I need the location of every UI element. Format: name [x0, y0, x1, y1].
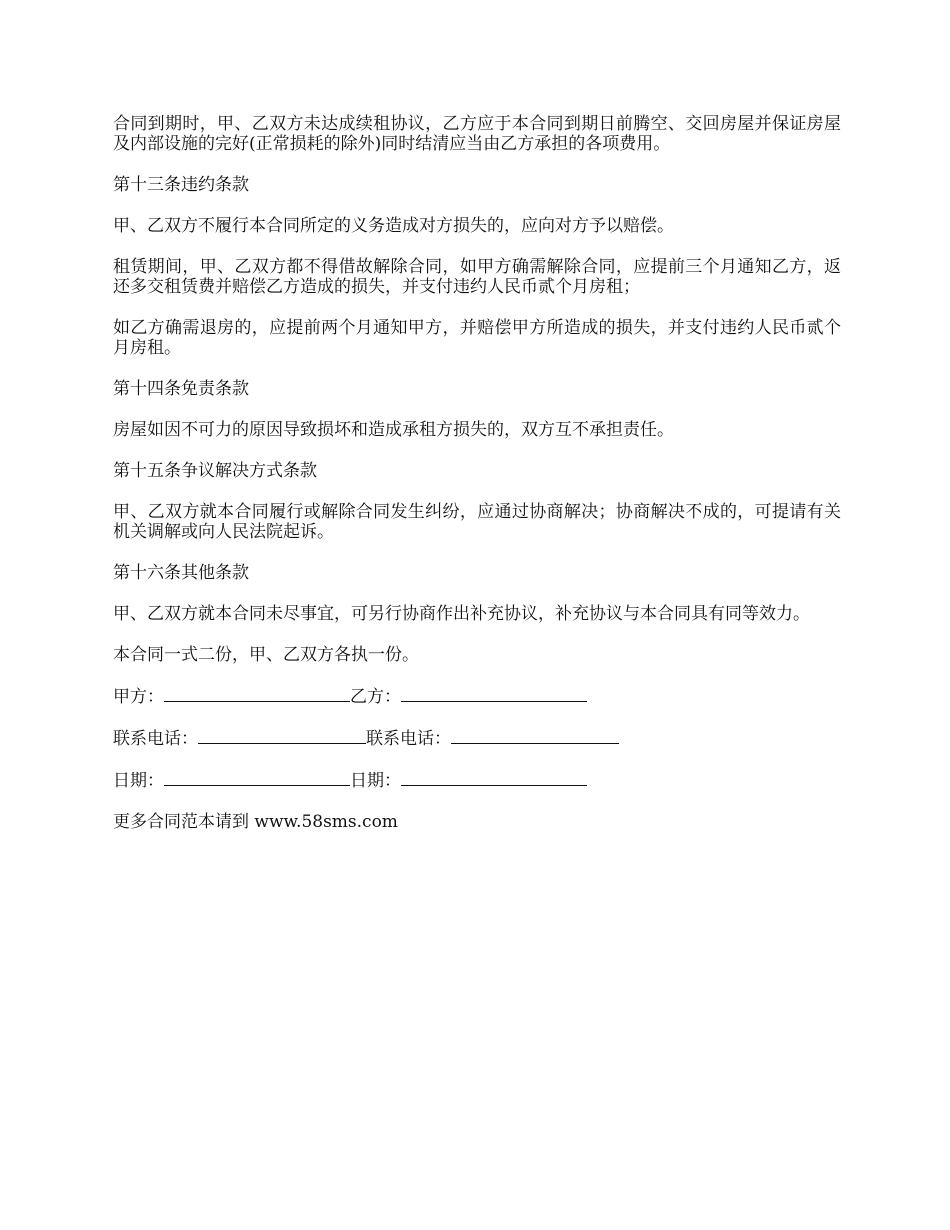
signature-row-phones [113, 728, 841, 749]
paragraph-copies: 本合同一式二份，甲、乙双方各执一份。 [113, 645, 419, 665]
paragraph-supplementary-agreement: 甲、乙双方就本合同未尽事宜，可另行协商作出补充协议，补充协议与本合同具有同等效力。 [113, 604, 810, 624]
paragraph-lessor-termination: 租赁期间，甲、乙双方都不得借故解除合同，如甲方确需解除合同，应提前三个月通知乙方，返还多交租赁费并赔偿乙方造成的损失，并支付违约人民币贰个月房租； [113, 257, 841, 297]
party-b-label: 乙方： [350, 687, 401, 707]
contract-document [113, 114, 841, 832]
paragraph-dispute-resolution: 甲、乙双方就本合同履行或解除合同发生纠纷，应通过协商解决；协商解决不成的，可提请有关机关调解或向人民法院起诉。 [113, 502, 841, 542]
phone-a-blank [198, 728, 366, 744]
footer-website-note: 更多合同范本请到 www.58sms.com [113, 812, 398, 832]
paragraph-lease-expiry: 合同到期时，甲、乙双方未达成续租协议，乙方应于本合同到期日前腾空、交回房屋并保证房屋及内部设施的完好(正常损耗的除外)同时结清应当由乙方承担的各项费用。 [113, 114, 841, 154]
paragraph-breach-compensation: 甲、乙双方不履行本合同所定的义务造成对方损失的，应向对方予以赔偿。 [113, 216, 674, 236]
date-a-label: 日期： [113, 771, 164, 791]
phone-a-label: 联系电话： [113, 729, 198, 749]
party-b-blank [401, 686, 587, 702]
party-a-blank [164, 686, 350, 702]
phone-b-blank [451, 728, 619, 744]
paragraph-force-majeure: 房屋如因不可力的原因导致损坏和造成承租方损失的，双方互不承担责任。 [113, 420, 674, 440]
date-a-blank [164, 770, 350, 786]
phone-b-label: 联系电话： [366, 729, 451, 749]
date-b-label: 日期： [350, 771, 401, 791]
paragraph-lessee-termination: 如乙方确需退房的，应提前两个月通知甲方，并赔偿甲方所造成的损失，并支付违约人民币贰个月房租。 [113, 318, 841, 358]
date-b-blank [401, 770, 587, 786]
signature-row-dates [113, 770, 841, 791]
heading-article-15: 第十五条争议解决方式条款 [113, 461, 317, 481]
heading-article-16: 第十六条其他条款 [113, 563, 249, 583]
heading-article-14: 第十四条免责条款 [113, 379, 249, 399]
party-a-label: 甲方： [113, 687, 164, 707]
heading-article-13: 第十三条违约条款 [113, 175, 249, 195]
signature-row-parties [113, 686, 841, 707]
